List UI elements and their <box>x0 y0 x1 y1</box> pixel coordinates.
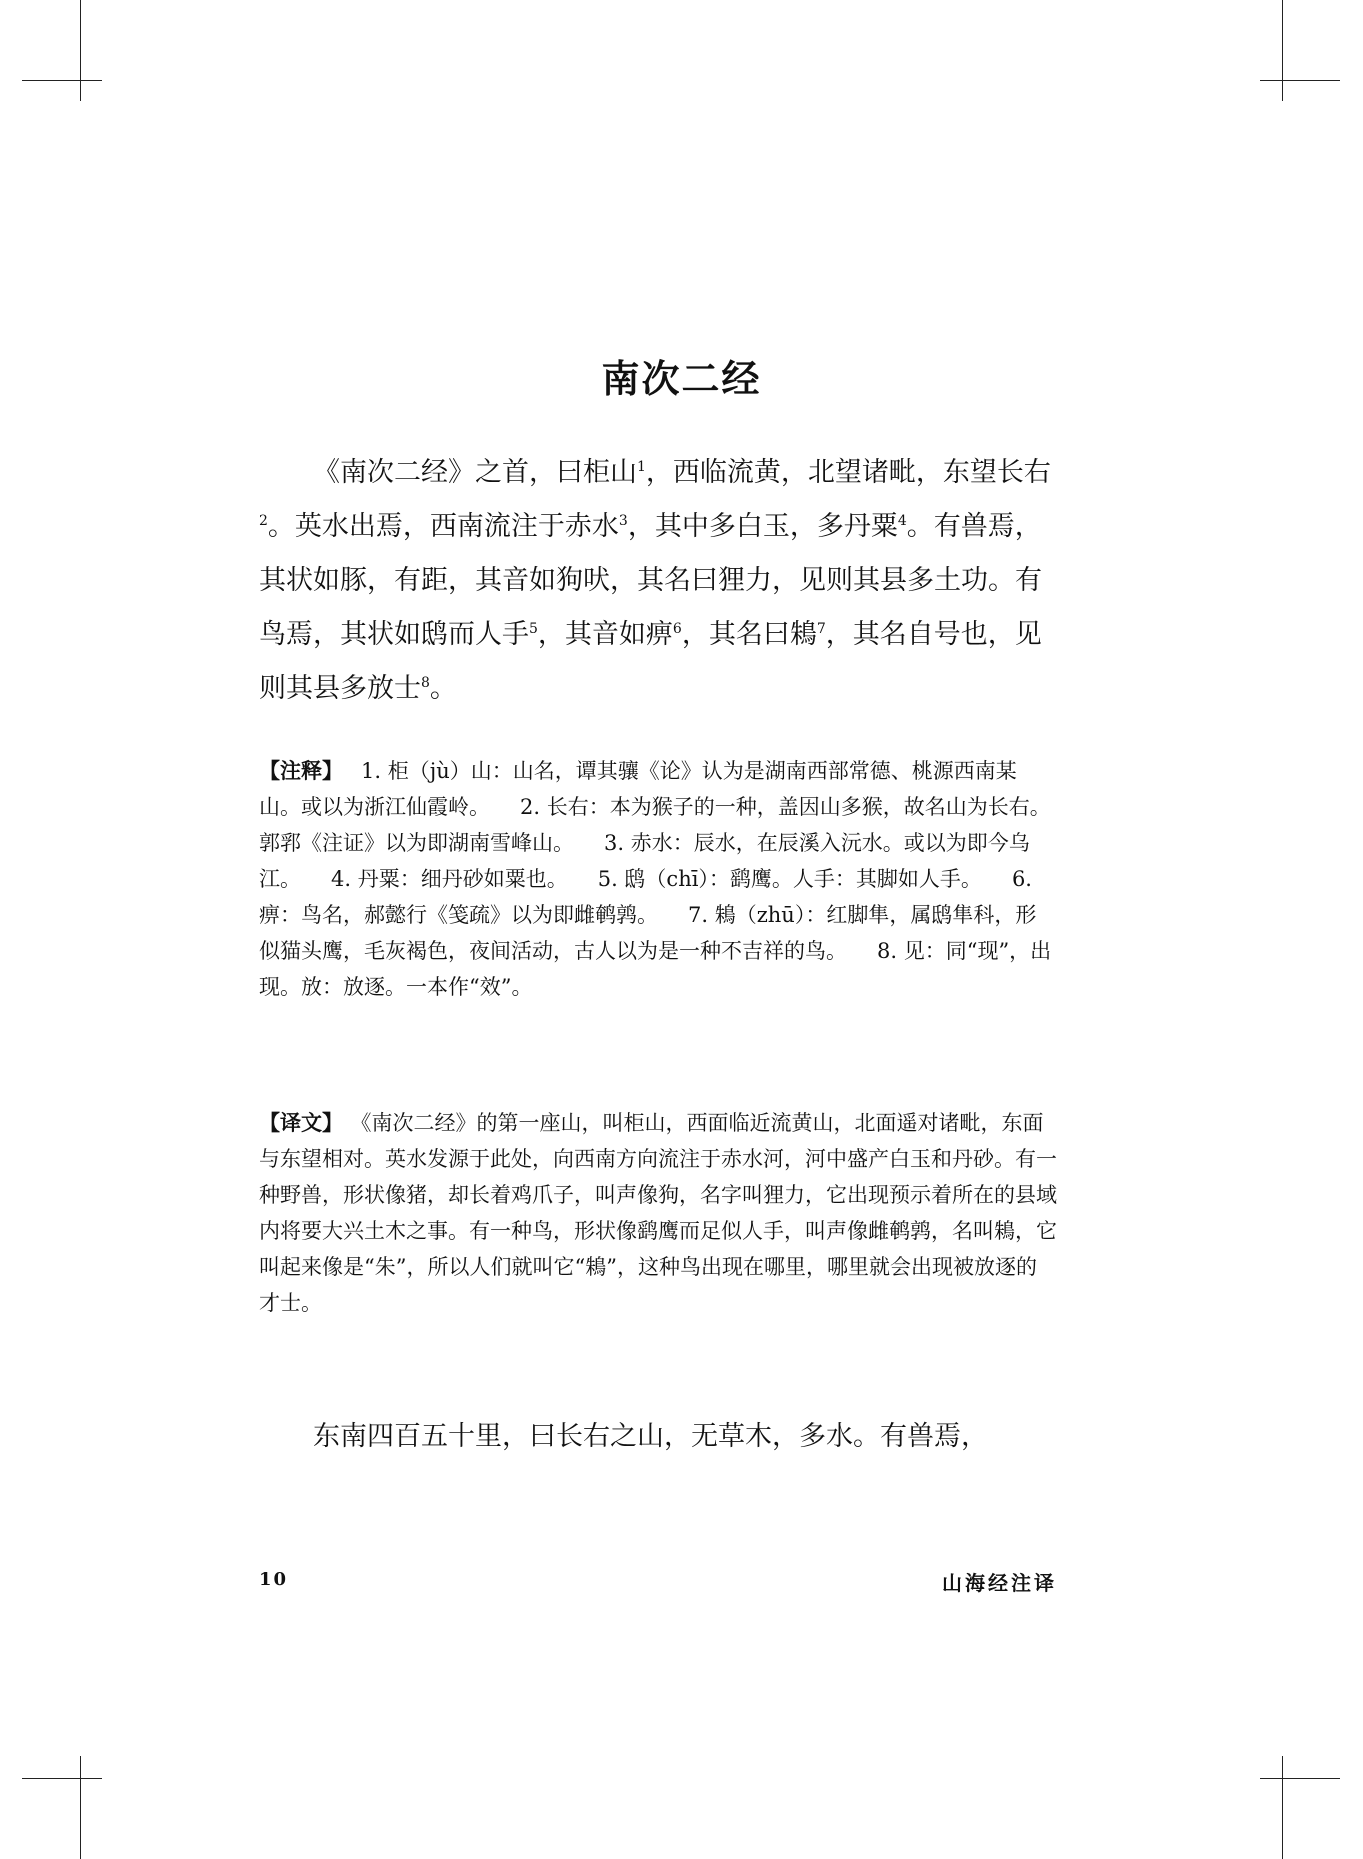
crop-mark-top-left-horizontal <box>22 80 102 81</box>
footnote-ref-5: 5 <box>529 621 538 637</box>
footnote-ref-7: 7 <box>816 621 826 637</box>
crop-mark-bottom-left-vertical <box>80 1756 81 1859</box>
main-text: 《南次二经》之首，曰柜山$^1$，西临流黄，北望诸毗，东望长右$^2$。英水出焉，西南流注于赤水$^3$，其中多白玉，多丹粟$^4$。有兽焉，其状如豚，有距，其音如狗吠，其名曰狸力，见则其县多土功。有鸟焉，其状如鸱而人手$^5$，其音如痹$^6$，其名曰鴸$^7$，其名自号也，见则其县多放士$^8$。 <box>259 457 1051 704</box>
annotations <box>259 753 1057 1005</box>
note-item: 4. 丹粟：细丹砂如粟也。 <box>331 867 568 891</box>
chapter-title: 南次二经 <box>601 356 762 401</box>
note-item: 3. 赤水：辰水，在辰溪入沅水。或以为即今乌江。 <box>259 831 1030 891</box>
continuation-text: 东南四百五十里，曰长右之山，无草木，多水。有兽焉， <box>313 1421 988 1452</box>
translation-label: 【译文】 <box>259 1110 343 1135</box>
crop-mark-top-right-vertical <box>1282 0 1283 101</box>
page-number: 10 <box>259 1569 289 1590</box>
footnote-ref-6: 6 <box>672 621 682 637</box>
footnote-ref-4: 4 <box>897 513 907 529</box>
note-item: 8. 见：同“现”，出现。放：放逐。一本作“效”。 <box>259 939 1052 999</box>
running-footer-title: 山海经注译 <box>942 1571 1057 1595</box>
note-item: 2. 长右：本为猴子的一种，盖因山多猴，故名山为长右。郭郛《注证》以为即湖南雪峰山。 <box>259 795 1051 855</box>
footnote-ref-2: 2 <box>259 513 268 529</box>
footnote-ref-8: 8 <box>421 675 430 691</box>
crop-mark-bottom-right-horizontal <box>1260 1778 1340 1779</box>
footnote-ref-3: 3 <box>618 513 628 529</box>
note-item: 1. 柜（jù）山：山名，谭其骧《论》认为是湖南西部常德、桃源西南某山。或以为浙江仙霞岭。 <box>259 759 1017 819</box>
crop-mark-bottom-left-horizontal <box>22 1778 102 1779</box>
note-item: 5. 鸱（chī）：鹞鹰。人手：其脚如人手。 <box>597 867 982 891</box>
translation <box>259 1105 1057 1321</box>
note-item: 6. 痹：鸟名，郝懿行《笺疏》以为即雌鹌鹑。 <box>259 867 1032 927</box>
crop-mark-top-right-horizontal <box>1260 80 1340 81</box>
footnote-ref-1: 1 <box>637 459 646 475</box>
crop-mark-bottom-right-vertical <box>1282 1756 1283 1859</box>
translation-text: 《南次二经》的第一座山，叫柜山，西面临近流黄山，北面遥对诸毗，东面与东望相对。英水发源于此处，向西南方向流注于赤水河，河中盛产白玉和丹砂。有一种野兽，形状像猪，却长着鸡爪子，叫声像狗，名字叫狸力，它出现预示着所在的县域内将要大兴土木之事。有一种鸟，形状像鹞鹰而足似人手，叫声像雌鹌鹑，名叫鴸，它叫起来像是“朱”，所以人们就叫它“鴸”，这种鸟出现在哪里，哪里就会出现被放逐的才士。 <box>259 1111 1057 1315</box>
annotations-label: 【注释】 <box>259 758 343 783</box>
note-item: 7. 鴸（zhū）：红脚隼，属鸱隼科，形似猫头鹰，毛灰褐色，夜间活动，古人以为是一种不吉祥的鸟。 <box>259 903 1037 963</box>
crop-mark-top-left-vertical <box>80 0 81 101</box>
